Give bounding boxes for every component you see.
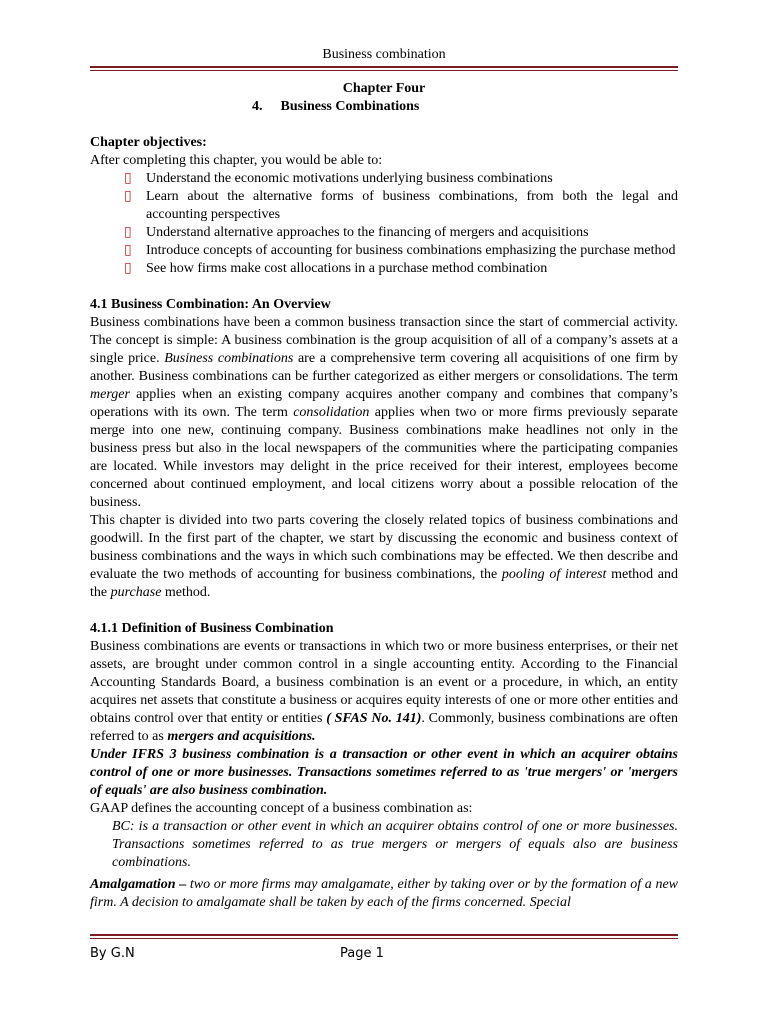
- footer-page-number: Page 1: [340, 946, 384, 961]
- objective-item: ▯ Learn about the alternative forms of business combinations, from both the legal and accounting perspectives: [124, 189, 678, 222]
- amalgamation-term: Amalgamation –: [90, 877, 187, 892]
- footer-rule: [90, 934, 678, 939]
- section-heading-4-1-1: 4.1.1 Definition of Business Combination: [90, 621, 334, 636]
- amalgamation-paragraph: Amalgamation – two or more firms may amalgamate, either by taking over or by the formation of a new firm. A decision to amalgamate shall be taken by each of the firms concerned. Special: [90, 877, 678, 910]
- bullet-icon: ▯: [124, 243, 132, 258]
- objective-item: ▯ Understand alternative approaches to the financing of mergers and acquisitions: [124, 225, 589, 240]
- gaap-intro: GAAP defines the accounting concept of a business combination as:: [90, 801, 473, 816]
- header-rule: [90, 66, 678, 71]
- overview-paragraph-2: This chapter is divided into two parts covering the closely related topics of business combinations and goodwill. In the first part of the chapter, we start by discussing the economic and business context of business combinations and the ways in which such combinations may be effected. We then describe and evaluate the two methods of accounting for business combinations, the pooling of interest method and the purchase method.: [90, 513, 678, 600]
- section-heading-4-1: 4.1 Business Combination: An Overview: [90, 297, 331, 312]
- chapter-number: 4.: [252, 99, 263, 114]
- bullet-icon: ▯: [124, 261, 132, 276]
- objective-item: ▯ Introduce concepts of accounting for business combinations emphasizing the purchase method: [124, 243, 676, 258]
- chapter-name: Business Combinations: [280, 99, 420, 114]
- footer-author: By G.N: [90, 946, 135, 961]
- objective-item: ▯ See how firms make cost allocations in a purchase method combination: [124, 261, 548, 276]
- gaap-definition: BC: is a transaction or other event in which an acquirer obtains control of one or more businesses. Transactions sometimes referred to as true mergers or mergers of equals also are business combinations.: [112, 819, 678, 870]
- bullet-icon: ▯: [124, 171, 132, 186]
- definition-paragraph: Business combinations are events or transactions in which two or more business enterprises, or their net assets, are brought under common control in a single accounting entity. According to the Financial Accounting Standards Board, a business combination is an event or a procedure, in which, an entity acquires net assets that constitute a business or acquires equity interests of one or more other entities and obtains control over that entity or entities ( SFAS No. 141). Commonly, business combinations are often referred to as mergers and acquisitions.: [90, 639, 678, 744]
- objectives-intro: After completing this chapter, you would be able to:: [90, 153, 383, 168]
- ifrs-definition: Under IFRS 3 business combination is a transaction or other event in which an acquirer obtains control of one or more businesses. Transactions sometimes referred to as 'true mergers' or 'mergers of equals' are also business combination.: [90, 747, 678, 798]
- chapter-title: Chapter Four: [342, 81, 426, 96]
- chapter-heading: [90, 98, 678, 116]
- objectives-heading: Chapter objectives:: [90, 135, 207, 150]
- page-content: [90, 80, 678, 912]
- bullet-icon: ▯: [124, 189, 132, 204]
- bullet-icon: ▯: [124, 225, 132, 240]
- objective-item: ▯ Understand the economic motivations underlying business combinations: [124, 171, 553, 186]
- overview-paragraph-1: Business combinations have been a common business transaction since the start of commercial activity. The concept is simple: A business combination is the group acquisition of all of a company’s assets at a single price. Business combinations are a comprehensive term covering all acquisitions of one firm by another. Business combinations can be further categorized as either mergers or consolidations. The term merger applies when an existing company acquires another company and combines that company’s operations with its own. The term consolidation applies when two or more firms previously separate merge into one new, continuing company. Business combinations make headlines not only in the business press but also in the local newspapers of the communities where the participating companies are located. While investors may delight in the price received for their interest, employees become concerned about continued employment, and local citizens worry about a possible relocation of the business.: [90, 315, 678, 510]
- objectives-list: [90, 170, 678, 278]
- running-header: Business combination: [322, 47, 446, 62]
